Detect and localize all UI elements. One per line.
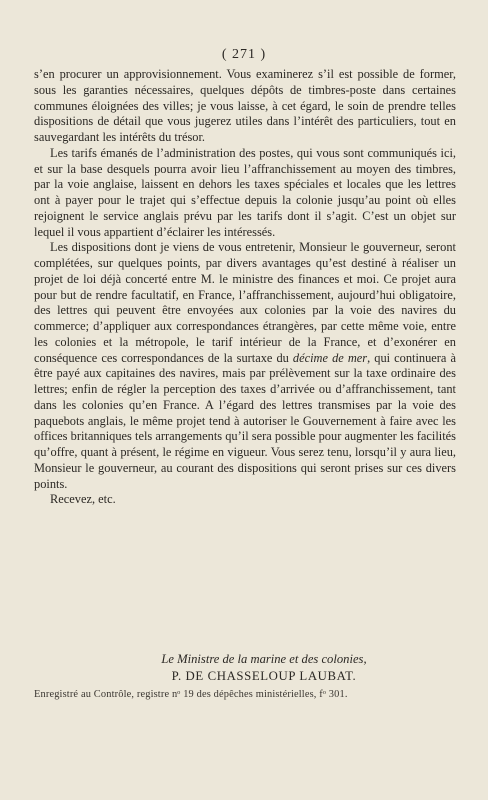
- paragraph-3: [34, 240, 456, 492]
- italic-term: décime de mer: [292, 350, 368, 365]
- paragraph-2: Les tarifs émanés de l’administration des postes, qui vous sont communiqués ici, et sur la base desquels pourra avoir lieu l’affranchissement au moyen des timbres, par la voie anglaise, laissent en dehors les taxes spéciales et locales que les lettres ont à payer pour le trajet qui s’effectue depuis la colonie jusqu’au point où elles rejoignent le service anglais prévu par les tarifs dont il s’agit. C’est un objet sur lequel il vous appartient d’éclairer les intéressés.: [34, 145, 456, 239]
- closing: Recevez, etc.: [50, 492, 116, 507]
- body-text: [34, 67, 456, 508]
- page-number: ( 271 ): [221, 47, 267, 62]
- registration-note: Enregistré au Contrôle, registre nᵒ 19 des dépêches ministérielles, fᵒ 301.: [34, 689, 348, 700]
- signature-name: P. DE CHASSELOUP LAUBAT.: [171, 669, 357, 683]
- signature-title: Le Ministre de la marine et des colonies,: [161, 652, 367, 666]
- paragraph-3-part-2: , qui continuera à être payé aux capitaines des navires, mais par prélèvement sur la taxe ordinaire des lettres; enfin de régler la perception des taxes d’arrivée ou d’affranchissement, tant dans les colonies qu’en France. A l’égard des lettres transmises par la voie des paquebots anglais, le même projet tend à autoriser le Gouvernement à faire avec les offices britanniques tels arrangements qu’il sera possible pour augmenter les facilités qu’offre, quant à présent, le régime en vigueur. Vous serez tenu, lorsqu’il y aura lieu, Monsieur le gouverneur, au courant des dispositions qui seront prises sur ces divers points.: [34, 350, 456, 491]
- paragraph-1: s’en procurer un approvisionnement. Vous examinerez s’il est possible de former, sous les garanties nécessaires, quelques dépôts de timbres-poste dans certaines communes éloignées des villes; je vous laisse, à cet égard, le soin de prendre telles dispositions de détail que vous jugerez utiles dans l’intérêt des particuliers, tout en sauvegardant les intérêts du trésor.: [34, 67, 456, 144]
- paragraph-3-part-1: Les dispositions dont je viens de vous entretenir, Monsieur le gouverneur, seront complétées, sur quelques points, par divers avantages qu’est destiné à réaliser un projet de loi déjà concerté entre M. le ministre des finances et moi. Ce projet aura pour but de rendre facultatif, en France, l’affranchissement, aujourd’hui obligatoire, des lettres qui peuvent être envoyées aux colonies par la voie des navires du commerce; d’appliquer aux correspondances étrangères, par cette même voie, entre les colonies et la métropole, le tarif intérieur de la France, et d’exonérer en conséquence ces correspondances de la surtaxe du: [34, 240, 456, 365]
